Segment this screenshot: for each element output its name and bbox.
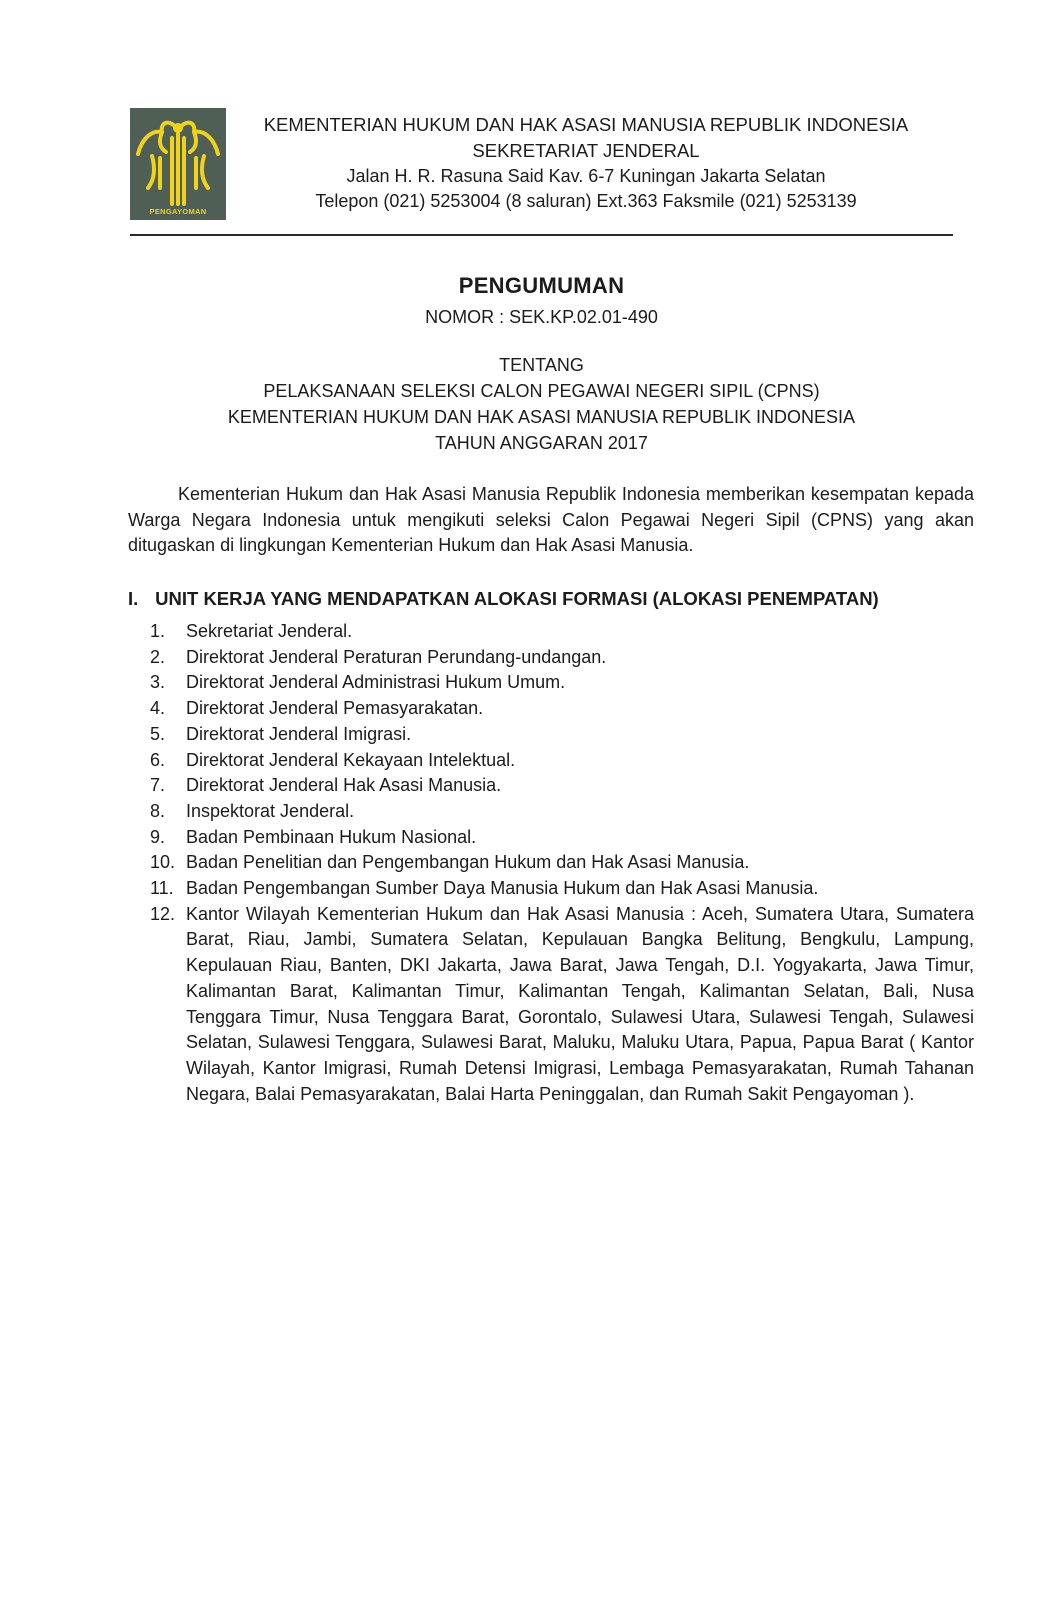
list-item-number: 11. [150,878,174,899]
list-item [128,748,974,774]
subject-line-3: TAHUN ANGGARAN 2017 [435,433,648,453]
list-item-text: Inspektorat Jenderal. [186,800,355,821]
address: Jalan H. R. Rasuna Said Kav. 6-7 Kuningan Jakarta Selatan [346,166,826,186]
secretariat-name: SEKRETARIAT JENDERAL [472,140,700,161]
list-item [128,902,974,1108]
subject-line-1: PELAKSANAAN SELEKSI CALON PEGAWAI NEGERI SIPIL (CPNS) [263,381,820,401]
list-item [128,722,974,748]
list-item [128,850,974,876]
list-item-number: 4. [150,698,166,719]
list-item-text: Badan Pengembangan Sumber Daya Manusia Hukum dan Hak Asasi Manusia. [186,878,819,899]
list-item-number: 5. [150,723,166,744]
section-title: UNIT KERJA YANG MENDAPATKAN ALOKASI FORMASI (ALOKASI PENEMPATAN) [155,588,879,609]
list-item-number: 9. [150,826,166,847]
list-item-text: Badan Penelitian dan Pengembangan Hukum dan Hak Asasi Manusia. [186,852,750,873]
section-heading [128,586,974,612]
list-item [128,696,974,722]
list-item-text: Direktorat Jenderal Imigrasi. [186,723,412,744]
list-item [128,773,974,799]
banyan-tree-emblem-icon [130,108,226,220]
letterhead-divider [130,234,953,236]
list-item [128,799,974,825]
list-item-text: Direktorat Jenderal Pemasyarakatan. [186,698,484,719]
list-item-number: 10. [150,852,176,873]
list-item-text: Direktorat Jenderal Administrasi Hukum Umum. [186,672,566,693]
ministry-name: KEMENTERIAN HUKUM DAN HAK ASASI MANUSIA REPUBLIK INDONESIA [263,114,909,135]
list-item-number: 8. [150,800,166,821]
section-number: I. [128,588,139,609]
list-item-text: Sekretariat Jenderal. [186,621,353,641]
list-item-number: 1. [150,621,166,641]
contact-info: Telepon (021) 5253004 (8 saluran) Ext.363 Faksmile (021) 5253139 [315,191,857,211]
subject-line-2: KEMENTERIAN HUKUM DAN HAK ASASI MANUSIA REPUBLIK INDONESIA [227,407,856,427]
list-item-text: Direktorat Jenderal Hak Asasi Manusia. [186,775,502,796]
list-item [128,670,974,696]
list-item-number: 3. [150,672,166,693]
list-item-number: 6. [150,749,166,770]
list-item-text: Badan Pembinaan Hukum Nasional. [186,826,477,847]
logo-label: PENGAYOMAN [149,207,207,216]
title-block [130,270,953,456]
letterhead [236,112,936,214]
list-item-number: 7. [150,775,166,796]
list-item-number: 12. [150,903,176,924]
list-item [128,825,974,851]
list-item-number: 2. [150,646,166,667]
subject-block [130,352,953,456]
list-item-text: Direktorat Jenderal Kekayaan Intelektual. [186,749,516,770]
work-unit-list [128,619,974,1107]
list-item [128,876,974,902]
list-item-text: Kantor Wilayah Kementerian Hukum dan Hak Asasi Manusia : Aceh, Sumatera Utara, Sumatera Barat, Riau, Jambi, Sumatera Selatan, Kepulauan Bangka Belitung, Bengkulu, Lampung, Kepulauan Riau, Banten, DKI Jakarta, Jawa Barat, Jawa Tengah, D.I. Yogyakarta, Jawa Timur, Kalimantan Barat, Kalimantan Timur, Kalimantan Tengah, Kalimantan Selatan, Bali, Nusa Tenggara Timur, Nusa Tenggara Barat, Gorontalo, Sulawesi Utara, Sulawesi Tengah, Sulawesi Selatan, Sulawesi Tenggara, Sulawesi Barat, Maluku, Maluku Utara, Papua, Papua Barat ( Kantor Wilayah, Kantor Imigrasi, Rumah Detensi Imigrasi, Lembaga Pemasyarakatan, Rumah Tahanan Negara, Balai Pemasyarakatan, Balai Harta Peninggalan, dan Rumah Sakit Pengayoman ). [186,903,974,1104]
ministry-logo [130,108,226,220]
subject-about: TENTANG [499,355,584,375]
document-number: NOMOR : SEK.KP.02.01-490 [425,307,658,327]
page-title: PENGUMUMAN [458,273,625,298]
intro-paragraph: Kementerian Hukum dan Hak Asasi Manusia Republik Indonesia memberikan kesempatan kepada Warga Negara Indonesia untuk mengikuti seleksi Calon Pegawai Negeri Sipil (CPNS) yang akan ditugaskan di lingkungan Kementerian Hukum dan Hak Asasi Manusia. [128,484,974,555]
list-item [128,619,974,645]
list-item [128,645,974,671]
list-item-text: Direktorat Jenderal Peraturan Perundang-undangan. [186,646,607,667]
